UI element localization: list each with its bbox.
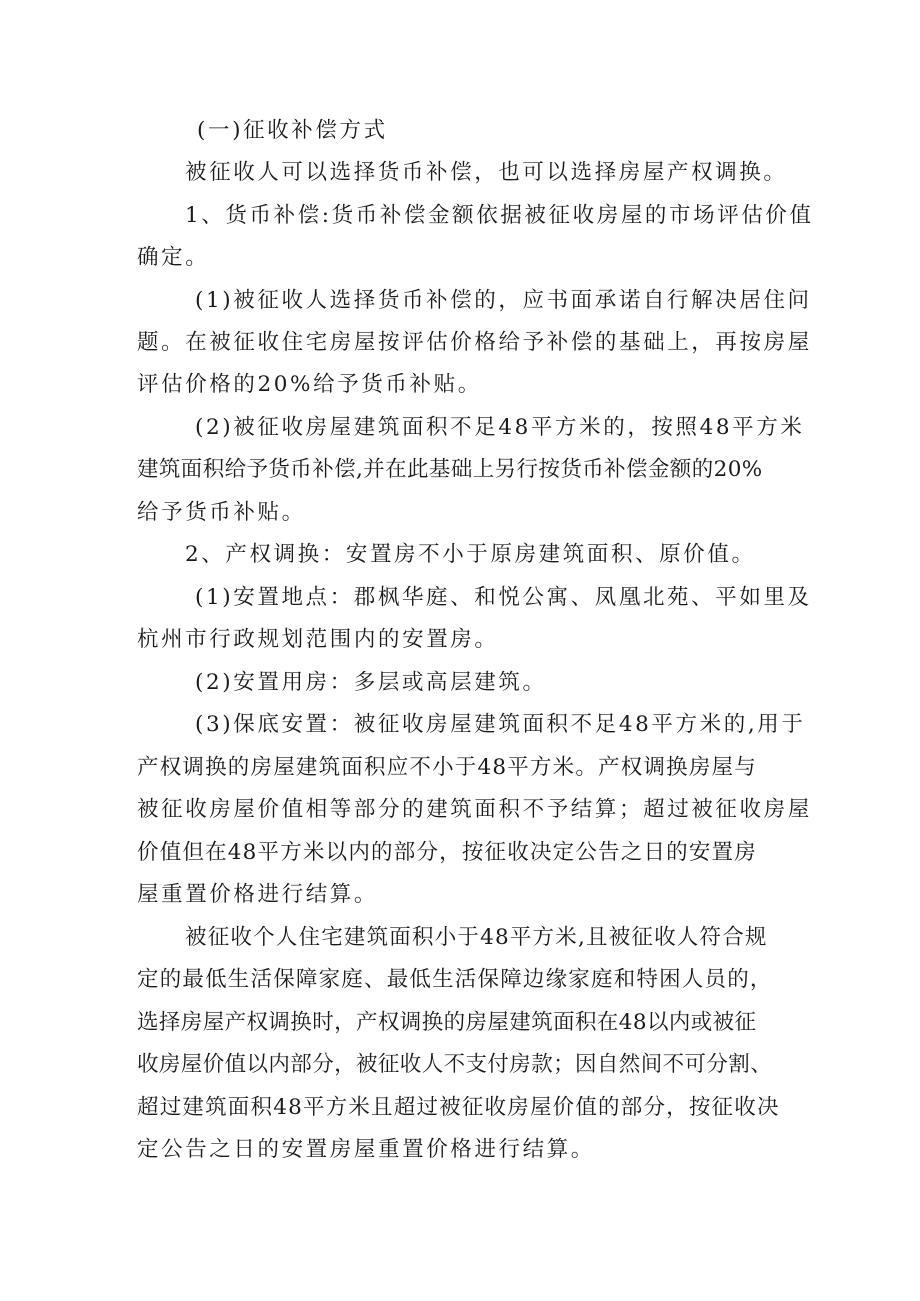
paragraph-line: 确定。 (137, 245, 210, 270)
paragraph-line: 杭州市行政规划范围内的安置房。 (137, 627, 499, 652)
paragraph-line: 价值但在48平方米以内的部分，按征收决定公告之日的安置房 (137, 840, 757, 865)
paragraph-line: 产权调换的房屋建筑面积应不小于48平方米。产权调换房屋与 (137, 755, 757, 780)
section-heading: (一)征收补偿方式 (197, 118, 388, 143)
paragraph-line: 评估价格的20%给予货币补贴。 (137, 372, 482, 397)
paragraph-line: 被征收房屋价值相等部分的建筑面积不予结算；超过被征收房屋 (137, 797, 812, 822)
paragraph-line: 超过建筑面积48平方米且超过被征收房屋价值的部分，按征收决 (137, 1095, 780, 1120)
paragraph-line: (2)被征收房屋建筑面积不足48平方米的，按照48平方米 (195, 415, 805, 440)
paragraph-line: 定公告之日的安置房屋重置价格进行结算。 (137, 1137, 595, 1162)
paragraph-line: 建筑面积给予货币补偿,并在此基础上另行按货币补偿金额的20% (137, 457, 763, 482)
paragraph-line: 定的最低生活保障家庭、最低生活保障边缘家庭和特困人员的， (137, 967, 773, 992)
paragraph-line: 被征收人可以选择货币补偿，也可以选择房屋产权调换。 (185, 160, 788, 185)
paragraph-line: 给予货币补贴。 (137, 500, 306, 525)
paragraph-line: 收房屋价值以内部分，被征收人不支付房款；因自然间不可分割、 (137, 1052, 773, 1077)
paragraph-line: 被征收个人住宅建筑面积小于48平方米,且被征收人符合规 (185, 925, 768, 950)
paragraph-line: (1)安置地点：郡枫华庭、和悦公寓、凤凰北苑、平如里及 (195, 585, 812, 610)
paragraph-line: 屋重置价格进行结算。 (137, 882, 379, 907)
paragraph-line: 选择房屋产权调换时，产权调换的房屋建筑面积在48以内或被征 (137, 1010, 757, 1035)
paragraph-line: (1)被征收人选择货币补偿的，应书面承诺自行解决居住问 (195, 288, 812, 313)
paragraph-line: (2)安置用房：多层或高层建筑。 (195, 670, 547, 695)
paragraph-line: 1、货币补偿:货币补偿金额依据被征收房屋的市场评估价值 (185, 203, 814, 228)
paragraph-line: 2、产权调换：安置房不小于原房建筑面积、原价值。 (185, 542, 756, 567)
paragraph-line: 题。在被征收住宅房屋按评估价格给予补偿的基础上，再按房屋 (137, 330, 812, 355)
paragraph-line: (3)保底安置：被征收房屋建筑面积不足48平方米的,用于 (195, 712, 806, 737)
